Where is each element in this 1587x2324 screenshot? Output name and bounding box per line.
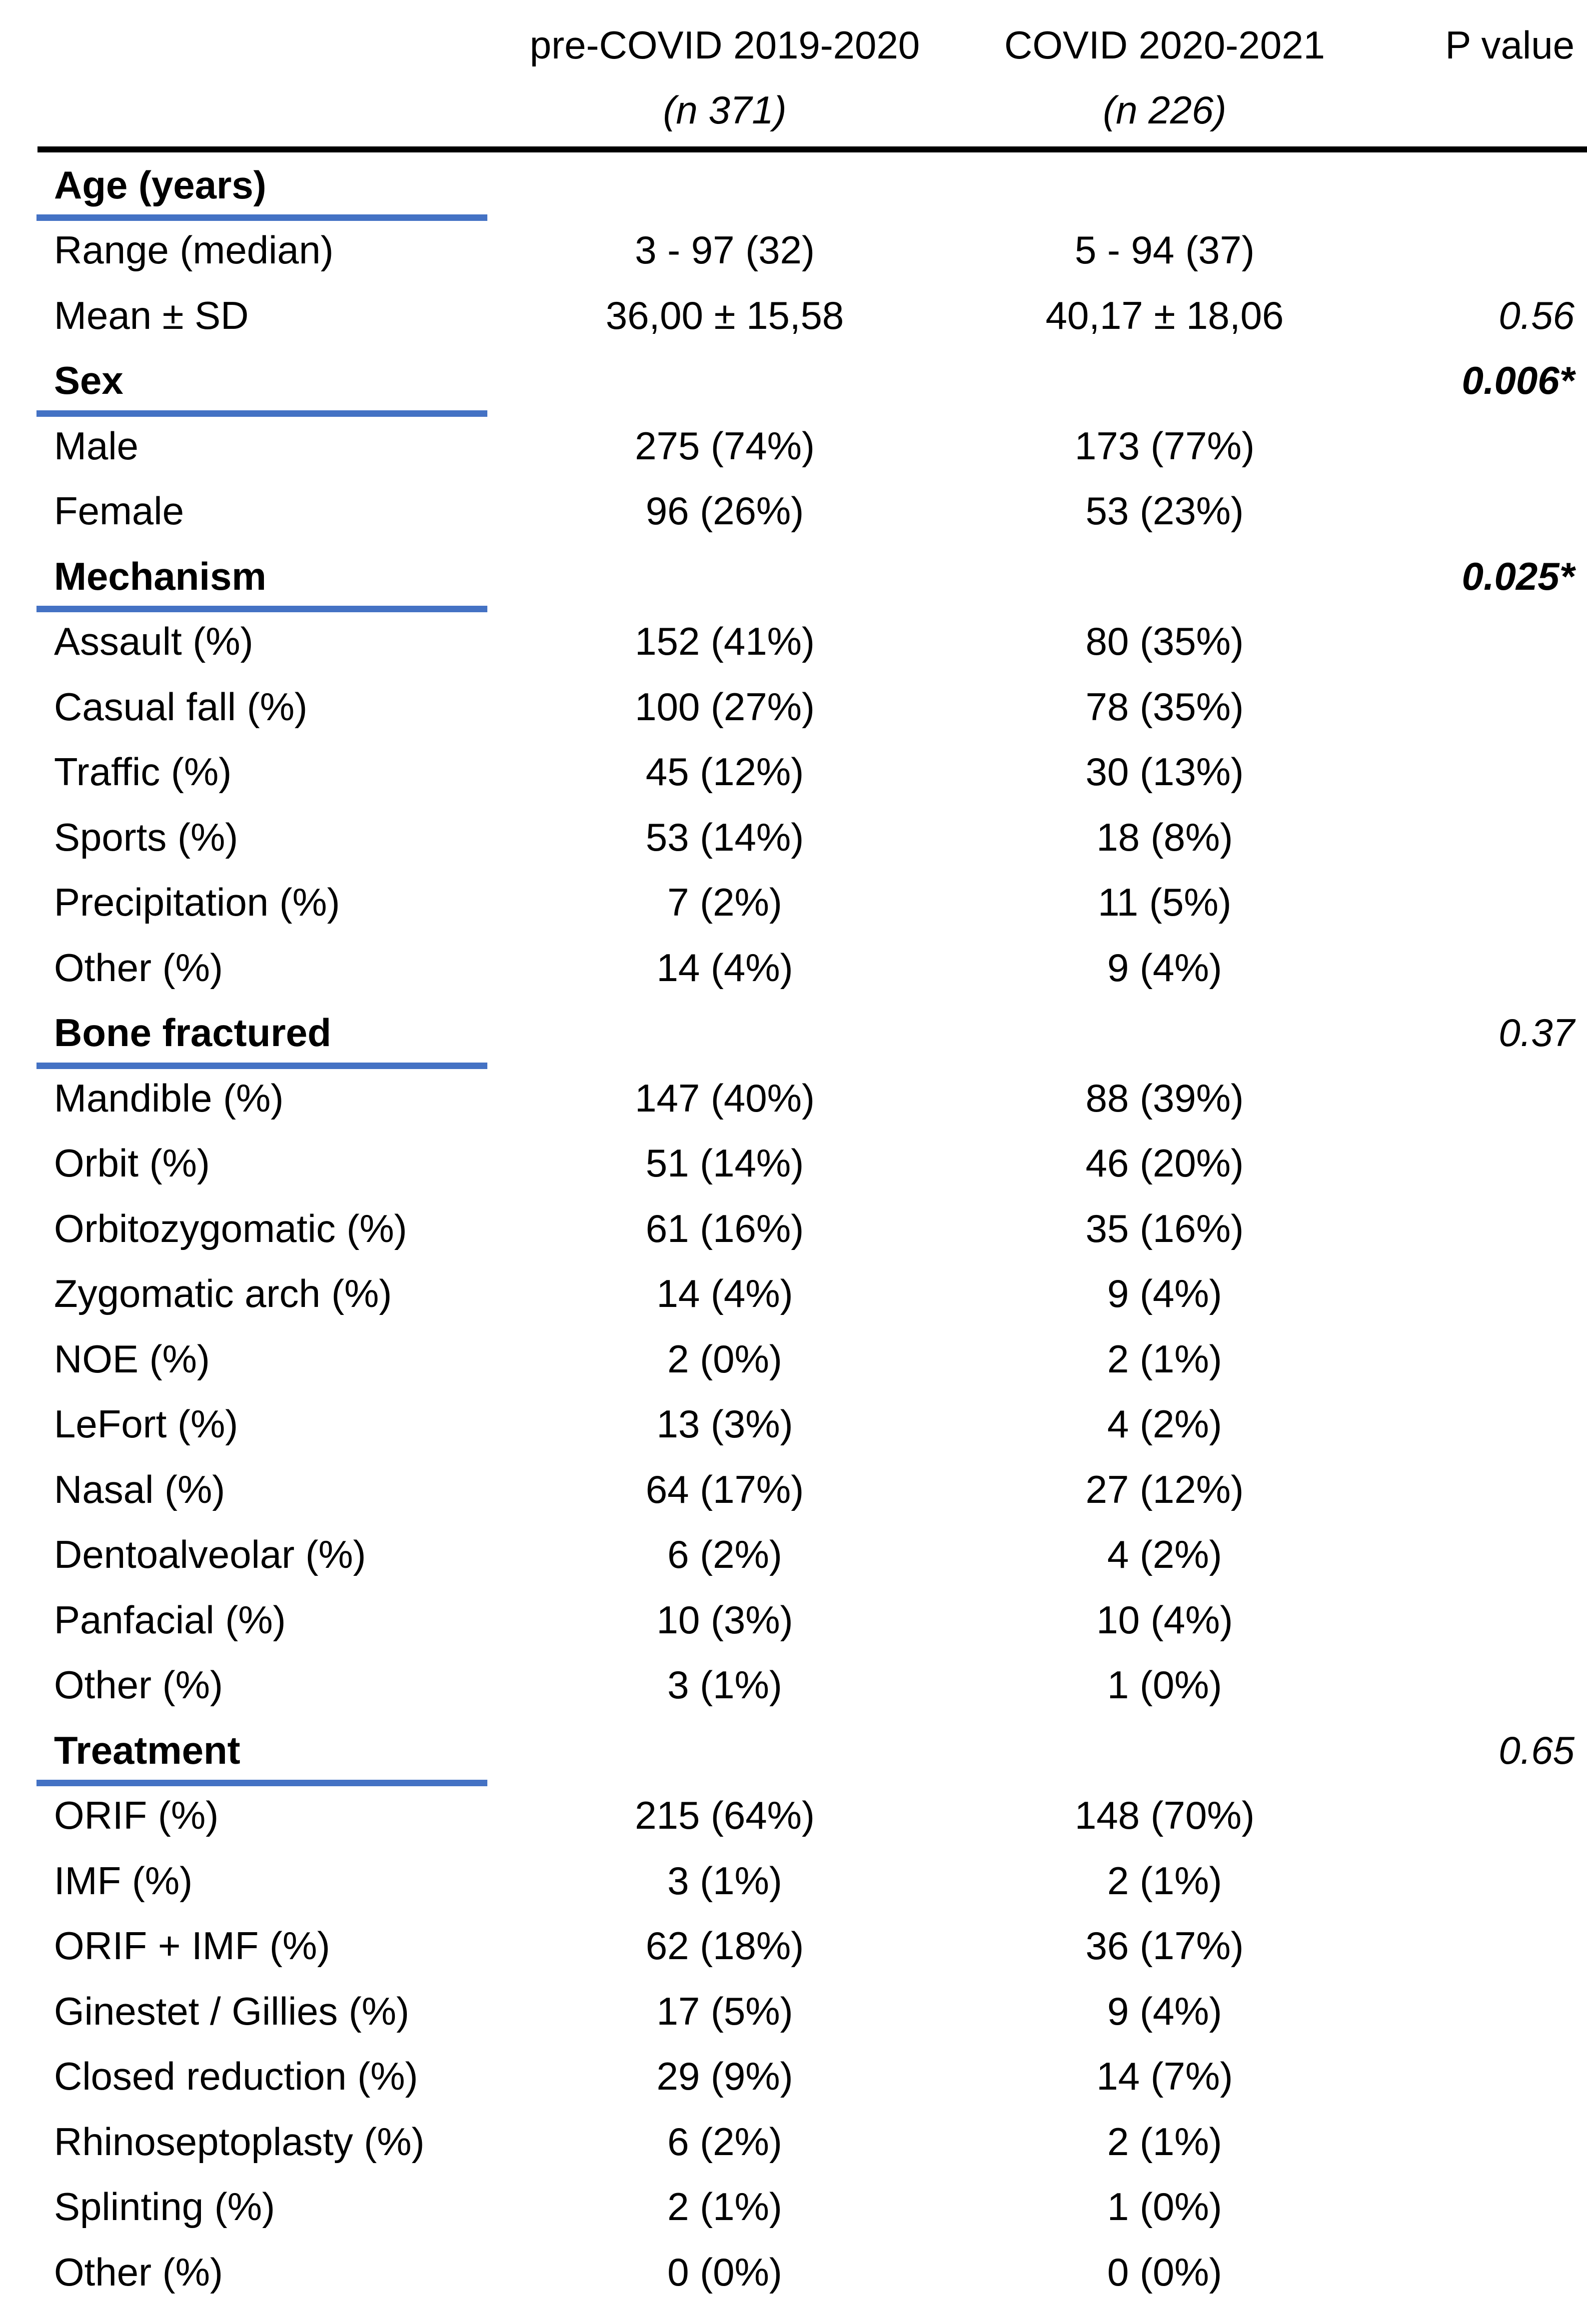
cell-precovid: 10 (3%) bbox=[656, 1597, 793, 1642]
cell-covid: 9 (4%) bbox=[1107, 1989, 1222, 2033]
cell-covid: 9 (4%) bbox=[1107, 945, 1222, 990]
row-label: Male bbox=[54, 423, 139, 468]
cell-covid: 80 (35%) bbox=[1085, 619, 1244, 664]
cell-covid: 2 (1%) bbox=[1107, 1336, 1222, 1381]
cell-covid: 14 (7%) bbox=[1096, 2054, 1233, 2099]
cell-covid: 53 (23%) bbox=[1085, 489, 1244, 533]
cell-precovid: 100 (27%) bbox=[635, 684, 815, 729]
section-heading-row bbox=[0, 1001, 1587, 1066]
cell-precovid: 147 (40%) bbox=[635, 1076, 815, 1120]
row-label: ORIF (%) bbox=[54, 1793, 219, 1838]
table-row bbox=[0, 1979, 1587, 2044]
row-label: Orbitozygomatic (%) bbox=[54, 1206, 407, 1250]
cell-precovid: 6 (2%) bbox=[667, 1532, 782, 1577]
table-row bbox=[0, 805, 1587, 870]
row-label: Other (%) bbox=[54, 2250, 223, 2294]
cell-covid: 2 (1%) bbox=[1107, 2119, 1222, 2164]
row-label: Zygomatic arch (%) bbox=[54, 1271, 392, 1316]
cell-covid: 10 (4%) bbox=[1096, 1597, 1233, 1642]
row-label: ORIF + IMF (%) bbox=[54, 1924, 330, 1968]
table-row bbox=[0, 935, 1587, 1001]
cell-covid: 36 (17%) bbox=[1085, 1924, 1244, 1968]
row-label: Other (%) bbox=[54, 1663, 223, 1707]
cell-pvalue: 0.006* bbox=[1462, 358, 1575, 403]
section-heading: Treatment bbox=[54, 1728, 240, 1772]
table-row bbox=[0, 1392, 1587, 1457]
column-header-precovid: pre-COVID 2019-2020 bbox=[529, 22, 920, 67]
cell-precovid: 62 (18%) bbox=[645, 1924, 804, 1968]
cell-covid: 35 (16%) bbox=[1085, 1206, 1244, 1250]
row-label: Traffic (%) bbox=[54, 750, 232, 794]
cell-precovid: 0 (0%) bbox=[667, 2250, 782, 2294]
table-header-row-counts bbox=[0, 77, 1587, 142]
cell-precovid: 61 (16%) bbox=[645, 1206, 804, 1250]
cell-precovid: 14 (4%) bbox=[656, 1271, 793, 1316]
table-row bbox=[0, 283, 1587, 348]
table-row bbox=[0, 1066, 1587, 1131]
cell-precovid: 3 (1%) bbox=[667, 1663, 782, 1707]
table-row bbox=[0, 218, 1587, 283]
row-label: Orbit (%) bbox=[54, 1141, 210, 1185]
cell-covid: 27 (12%) bbox=[1085, 1467, 1244, 1511]
table-row bbox=[0, 1457, 1587, 1522]
table-row bbox=[0, 1326, 1587, 1392]
cell-precovid: 13 (3%) bbox=[656, 1402, 793, 1446]
column-header-covid: COVID 2020-2021 bbox=[1004, 22, 1325, 67]
table-row bbox=[0, 2109, 1587, 2175]
cell-pvalue: 0.56 bbox=[1499, 293, 1575, 337]
row-label: Rhinoseptoplasty (%) bbox=[54, 2119, 425, 2164]
section-heading: Age (years) bbox=[54, 162, 266, 207]
row-label: Range (median) bbox=[54, 228, 334, 272]
table-row bbox=[0, 479, 1587, 544]
section-heading-row bbox=[0, 348, 1587, 414]
row-label: LeFort (%) bbox=[54, 1402, 238, 1446]
section-heading: Sex bbox=[54, 358, 123, 403]
cell-precovid: 29 (9%) bbox=[656, 2054, 793, 2099]
table-row bbox=[0, 2175, 1587, 2240]
table-row bbox=[0, 1848, 1587, 1914]
section-heading: Mechanism bbox=[54, 554, 266, 598]
cell-precovid: 14 (4%) bbox=[656, 945, 793, 990]
section-heading-row bbox=[0, 1718, 1587, 1783]
cell-covid: 1 (0%) bbox=[1107, 2185, 1222, 2229]
cell-covid: 46 (20%) bbox=[1085, 1141, 1244, 1185]
row-label: Female bbox=[54, 489, 184, 533]
column-subheader-covid-n: (n 226) bbox=[1103, 87, 1227, 132]
cell-precovid: 45 (12%) bbox=[645, 750, 804, 794]
cell-pvalue: 0.025* bbox=[1462, 554, 1575, 598]
row-label: Assault (%) bbox=[54, 619, 253, 664]
section-heading-row bbox=[0, 152, 1587, 218]
cell-covid: 40,17 ± 18,06 bbox=[1045, 293, 1284, 337]
section-heading: Bone fractured bbox=[54, 1011, 331, 1055]
table-row bbox=[0, 1261, 1587, 1327]
cell-covid: 2 (1%) bbox=[1107, 1858, 1222, 1903]
column-header-pvalue: P value bbox=[1445, 22, 1575, 67]
table-row bbox=[0, 1653, 1587, 1718]
cell-precovid: 64 (17%) bbox=[645, 1467, 804, 1511]
cell-covid: 9 (4%) bbox=[1107, 1271, 1222, 1316]
cell-precovid: 96 (26%) bbox=[645, 489, 804, 533]
cell-precovid: 36,00 ± 15,58 bbox=[605, 293, 844, 337]
table-row bbox=[0, 1131, 1587, 1196]
row-label: NOE (%) bbox=[54, 1336, 210, 1381]
row-label: Other (%) bbox=[54, 945, 223, 990]
table-header bbox=[0, 12, 1587, 142]
cell-covid: 5 - 94 (37) bbox=[1075, 228, 1255, 272]
cell-covid: 0 (0%) bbox=[1107, 2250, 1222, 2294]
cell-precovid: 2 (0%) bbox=[667, 1336, 782, 1381]
table-row bbox=[0, 1587, 1587, 1653]
row-label: Panfacial (%) bbox=[54, 1597, 286, 1642]
table-body bbox=[0, 152, 1587, 2305]
table-row bbox=[0, 674, 1587, 740]
cell-covid: 1 (0%) bbox=[1107, 1663, 1222, 1707]
row-label: Mandible (%) bbox=[54, 1076, 284, 1120]
row-label: IMF (%) bbox=[54, 1858, 193, 1903]
table-row bbox=[0, 609, 1587, 675]
table-row bbox=[0, 413, 1587, 479]
row-label: Nasal (%) bbox=[54, 1467, 225, 1511]
cell-covid: 4 (2%) bbox=[1107, 1402, 1222, 1446]
cell-precovid: 53 (14%) bbox=[645, 815, 804, 859]
cell-precovid: 3 - 97 (32) bbox=[635, 228, 815, 272]
table-header-row-titles bbox=[0, 12, 1587, 77]
cell-precovid: 2 (1%) bbox=[667, 2185, 782, 2229]
table-row bbox=[0, 1522, 1587, 1588]
header-divider-rule bbox=[37, 146, 1587, 152]
cell-covid: 148 (70%) bbox=[1075, 1793, 1255, 1838]
table-row bbox=[0, 740, 1587, 805]
cell-precovid: 215 (64%) bbox=[635, 1793, 815, 1838]
column-subheader-precovid-n: (n 371) bbox=[663, 87, 787, 132]
row-label: Precipitation (%) bbox=[54, 880, 340, 925]
cell-pvalue: 0.37 bbox=[1499, 1011, 1575, 1055]
table-row bbox=[0, 1783, 1587, 1849]
cell-covid: 88 (39%) bbox=[1085, 1076, 1244, 1120]
cell-covid: 173 (77%) bbox=[1075, 423, 1255, 468]
cell-precovid: 17 (5%) bbox=[656, 1989, 793, 2033]
cell-covid: 78 (35%) bbox=[1085, 684, 1244, 729]
cell-precovid: 3 (1%) bbox=[667, 1858, 782, 1903]
cell-covid: 18 (8%) bbox=[1096, 815, 1233, 859]
row-label: Splinting (%) bbox=[54, 2185, 275, 2229]
row-label: Sports (%) bbox=[54, 815, 238, 859]
cell-precovid: 275 (74%) bbox=[635, 423, 815, 468]
row-label: Mean ± SD bbox=[54, 293, 249, 337]
row-label: Dentoalveolar (%) bbox=[54, 1532, 366, 1577]
table-row bbox=[0, 2240, 1587, 2305]
table-row bbox=[0, 1914, 1587, 1979]
table-row bbox=[0, 1196, 1587, 1261]
row-label: Closed reduction (%) bbox=[54, 2054, 418, 2099]
section-heading-row bbox=[0, 544, 1587, 609]
cell-covid: 11 (5%) bbox=[1098, 880, 1232, 925]
cell-precovid: 51 (14%) bbox=[645, 1141, 804, 1185]
row-label: Casual fall (%) bbox=[54, 684, 308, 729]
cell-covid: 4 (2%) bbox=[1107, 1532, 1222, 1577]
cell-pvalue: 0.65 bbox=[1499, 1728, 1575, 1772]
cell-precovid: 152 (41%) bbox=[635, 619, 815, 664]
table-row bbox=[0, 870, 1587, 936]
cell-precovid: 6 (2%) bbox=[667, 2119, 782, 2164]
row-label: Ginestet / Gillies (%) bbox=[54, 1989, 409, 2033]
cell-precovid: 7 (2%) bbox=[667, 880, 782, 925]
table-row bbox=[0, 2044, 1587, 2110]
cell-covid: 30 (13%) bbox=[1085, 750, 1244, 794]
